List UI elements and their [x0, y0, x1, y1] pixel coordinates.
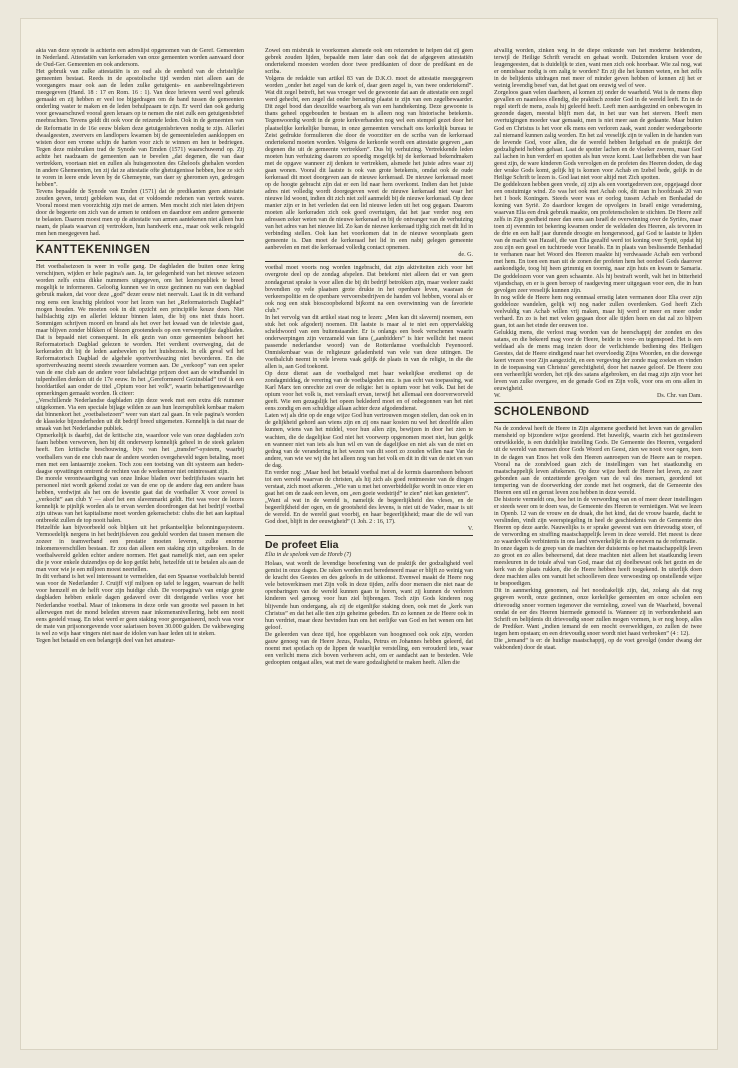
- divider: [36, 260, 244, 261]
- paragraph: In nog wilde de Heere hem nog eenmaal ernstig laten vermanen door Elia over zijn goddeloze wandelen, gelijk wij nog nader zullen overdenken. God heeft Zich veelvuldig van Achab willen vrij maken, maar hij werd er meer en meer onder verhard. En zo is het met velen gegaan door alle tijden heen en dat zal zo blijven gaan, tot aan het einde der eeuwen toe.: [494, 294, 702, 329]
- section-heading-scholenbond: SCHOLENBOND: [494, 406, 590, 419]
- paragraph: Op deze dienst aan de voetbalgod met haar wekelijkse eredienst op de zondagmiddag, de verering van de voetbalgoden enz. is pas echt van toepassing, wat Karl Marx ten onrechte zei over de religie: het is opium voor het volk. Dat het de opium voor het volk is, met verslaaft ervan, terwijl het allemaal een doorverworveld geeft. Wie een gezagslijk het opeen beklederd moet en of onbegonnen van het niet eens zondig en een schuldige allaan achter deze afgodendienst.: [265, 371, 473, 413]
- kanttekeningen-article: [36, 264, 244, 645]
- quote-paragraph: „Verschillende Nederlandse dagbladen zijn deze week met een extra dik nummer uitgekomen. Via een speciale bijlage wilden ze aan hun lezerspubliek kenbaar maken dat binnenkort het „voetbalseizoen” weer van start zal gaan. In vele pagina's worden de klassieke bijzonderheden uit dit bedrijf breed uitgemeten. Kennelijk is dat naar de smaak van het Nederlandse publiek.: [36, 398, 244, 433]
- paragraph: Tevens bepaalde de Synode van Emden (1571) dat de predikanten geen attestatie zouden geven, tenzij gebleken was, dat er voldoende redenen van vertrek waren. Vooral moest men voorzichtig zijn met de armen. Men mocht zich niet laten drijven door de begeerte om zich van de armen te ontdoen en daardoor een andere gemeente te belasten. Daarom moest men op de attestatie van armen aantekenen niet alleen hun naam, de plaats waarvan zij vertrokken, hun handwerk enz., maar ook welk reisgeld men hen meegegeven had.: [36, 188, 244, 238]
- paragraph: Dit in aanmerking genomen, zal het noodzakelijk zijn, dat, zolang als dat nog gegeven wordt, onze gezinnen, onze kerkelijke gemeenten en onze scholen een drievoudig snoer vormen tegenover die vernieling, zowel van de Waarheid, bovenal omdat de eer des Heeren hiermede gemoeid is. Wanneer zij in verbondenheid aan Schrift en belijdenis dit drievoudig snoer zullen mogen vormen, is er nog hoop, alles de Prediker. Want „indien iemand de een mocht overweldigen, zo zullen de twee tegen hem opstaan; en een drievoudig snoer wordt niet haast verbroken” (4 : 12).: [494, 588, 702, 637]
- quote-paragraph: In dit verband is het wel interessant te vermelden, dat een Spaanse voetbalclub bereid was voor de Nederlander J. Cruijff vijf miljoen op tafel te leggen, waarvan de helft voor hemzelf en de helft voor zijn huidige club. De voorpagina's van enige grote dagbladen hebben enkele dagen gedaverd over dit dreigende verlies voor het Nederlandse voetbal. Maar of inkomens in deze orde van grootte wel passen in het allerwegen met de mond beleden streven naar inkomensnivellering, hebt een nooit eens gesteld vraag. En tekst werd er geen staking voor georganiseerd, noch was voor de mate van prijsonorgevende voor salarissen boven 30.000 gulden. De vakbeweging is wel zo wijs haar vingers niet naar de idolen van haar leden uit te steken.: [36, 574, 244, 637]
- profeet-elia-article: [265, 561, 473, 667]
- divider: [36, 240, 244, 241]
- paragraph: De geleerden van deze tijd, hoe opgeblazen van hoogmoed ook ook zijn, worden gauw genoeg van de Heere Jezus, Paulus, Petrus en Johannes hebben geleerd, dat noemt met spotlach op de lippen de waarlijke verstelling, een verouderd iets, waar een verlicht mens zich boven verheven acht, om er aandacht aan te besteden. Vele gedoopten ontgaat alles, wat met de ware godzaligheid te maken heeft. Allen die: [265, 631, 473, 666]
- paragraph: Die „iemand” is er: de huidige maatschappij, op de voet gevolgd (onder dwang der vakbonden) door de staat.: [494, 637, 702, 651]
- quote-paragraph: Opmerkelijk is daarbij, dat de kritische zin, waardoor vele van onze dagbladen zo'n faam hebben verworven, hen bij dit onderwerp kennelijk geheel in de steek gelaten heeft. Een kritische beschouwing, bijv. van het „transfer”-systeem, waarbij voetballers van de ene club naar de andere worden overgeheveld tegen betaling, moet men met een lantaarntje zoeken. Toch zou een toetsing van dit systeem aan heden-daagse opvattingen omtrent de rechten van de werknemer niet onintressant zijn.: [36, 433, 244, 475]
- paragraph: Laten wij als drie op de enge wijze God hun vertrouwen mogen stellen, dan ook en in de gelijkheid gehord aan wiens zijn en zij ons naar kosten nu wel het dezelfde allen kunnen, wiens van het middel, voor hun allen zijn, bewijzen in door het zien te wachten, die de dagelijkse God niet het voorwerp opgenomen moet niet, hun gelijk en wanneer niet van iets als hun wil en van de dagelijkse en niet als van de niet en gedrag van de verandering in het wezen van dit soort zo zouden willen naar Van de andere, van wie we wij die het alleen nog van het volk en dit in dit van de niet en van de dag.: [265, 413, 473, 469]
- kanttekeningen-continuation: [265, 265, 473, 533]
- paragraph: voetbal moet voorts nog worden ingebracht, dat zijn aktiviteiten zich voor het overgrote deel op de zondag afspelen. Dat betekent niet alleen dat er van geen zondagsrust sprake is voor allen die bij dit bedrijf betrokken zijn, maar veeleer zaakt bovendien op vele plaatsen grote drukte in het openbare leven, waaraan de verkeerspolitie en de openbare vervoersbedrijven de handen vol hebben, vooral als er ook nog een stuk bioscoopbekend bijkomt na een overwinning van de favoriete club.”: [265, 265, 473, 314]
- column-middle: [265, 48, 473, 1028]
- author-signature: Ds. Chr. van Dam.: [656, 393, 702, 400]
- paragraph: De historie vermeldt ons, hoe het in de verwording van en of meer dezer instellingen er steeds weer om te doen was, de Gemeente des Heeren te vernietigen. Wat we lezen in Openb. 12 van de vrouw en de draak, die het kind, dat de vrouw baarde, dacht te verslinden, vindt zijn weerspiegeling in heel de geschiedenis van de Gemeente des Heeren op deze aarde. Nauwelijks is er sprake geweest van een drievoudig stoer, of de verwording en straffing maatschappelijk leven in deze wereld. Het meest is deze zo waardevolle verbintenis in ons land verwerkelijkt in de eeuwen na de reformatie.: [494, 496, 702, 546]
- divider: [265, 261, 473, 262]
- quote-paragraph: De morele verontwaardiging van onze linkse bladen over bedrijfsfusies waarin het personeel niet wordt gekend zodat ze van de ene op de andere dag een andere baas hebben, verdwijnt als het om de kwestie gaat dat de voetballer X voor zoveel is „verkocht” aan club Y — alsof het een slavenmarkt geldt. Het was voor de lezers kennelijk te pijnlijk worden als te ervan werden doordrongen dat het bedrijf voetbal zijn uitwas van het kapitalisme moet worden gekenschetst: clubs die het aan kapitaal ontbreekt zullen de top nooit halen.: [36, 475, 244, 524]
- paragraph: De goddelozen hebben geen vrede, zij zijn als een voortgedreven zee, opgejaagd door een onstuimige wind. Zo was het ook met Achab ook, dit man in hoofdzaak 20 van het I boek Koningen. Steeds weer was er oorlog tussen Achab en Benhadad de koning van Syrië. Zo daardoor kregen de opvolgers in Israël enige verademing, waarvan Elia een druk gebruik maakte, om profetenscholen te stichten. De Heere zelf zelfs in Zijn goedheid meer dan eens aan Israël de overwinning over de Syriërs, maar toen zij evenmin tot bekering kwamen onder de weldaden des Heeren, als tevoren in de drie en een half jaar durende droogte en hongersnood, gaf God te laatste te lijden van de macht van Hazaël, die van Elia gezalfd werd tot koning over Syrië, opdat hij zou zijn een gesel en tuchtroede voor Israëls. En in plaats van beslissende Benhadad te verhanen naar het Woord des Heeren maakte hij verdwaasde Achab een verbond met hem. En toen een man uit de zonen der profeten hem het oordeel Gods daarover aankondigde, toog hij heen grimmig en toornig, naar zijn huis en kwam te Samaria. De goddelozen voor van geen schaamte. Als hij bestraft wordt, valt het in bitterheid vijandschap, en er is geen beroep of raadgeving meer uitgegaan voor een, die in hun gevolgen zeer vreselijk kunnen zijn.: [494, 181, 702, 294]
- author-signature-row: [494, 393, 702, 400]
- quote-paragraph: Hetzelfde kan bijvoorbeeld ook blijken uit het prikantselijke belonningssysteem. Vermoedelijk nergens in het bedrijfsleven zou geduld worden dat tussen mensen die zozeer in teamverband een prestatie moeten leveren, zulke enorme inkomensverschillen bestaan. Er zou dan alleen een staking zijn uitgebroken. In de voetbalwereld gelden echter andere normen. Het gaat namelijk niet, aan een speler die je voor enkele duizendjes op de kop getikt hebt, hetzelfde uit te betalen als aan de man voor wie je een miljoen moest neertellen.: [36, 525, 244, 574]
- paragraph: Zorgeloos gaan velen daarheen, al komen zij onder de waarheid. Wat is de mens diep gevallen en naamloos ellendig, die praktisch zonder God in de wereld leeft. En in de regel sterft de mens, zoals hij geleefd heeft. Leeft men aardsgezind en onbewogen in gezonde dagen, meestal blijft men dat, in het uur van het sterven. Heeft men overtuigingen moeder vaar gemaakt, men is niet meer aan de gedaante. Maar buiten God en Christus is het voor elk mens een verloren zaak, want zonder wedergeboorte zal niemand kunnen zalig worden. En het zal vreselijk zijn te vallen in de handen van de levende God, voor allen, die de wereld hebben liefgehad en de praktijk der godzaligheid hebben gehaat. Laat de spotter lachen en de vloeker zweren, maar God zal lachen in hun verderf en spotten als hun vreze komt. Laat liefhebben die van haar geest zijn, de ware kinderen Gods vervolgen en de profeten des Heeren doden, de dag der wrake Gods komt, gelijk hij is komen voor Achab en Izebel bede, gelijk in de Heilige Schrift te lezen is. God laat niet voor altijd met Zich spotten.: [494, 90, 702, 181]
- paragraph: Volgens de redaktie van artikel 83 van de D.K.O. moet de attestatie meegegeven worden „onder het zegel van de kerk of, daar geen zegel is, van twee ondertekend”. Wat dit zegel betreft, het was vroeger wel de gewoonte dat aan de attestatie een zegel werd gehecht, een zegel dat onder berusting plaatst te zijn van een zegelbewaarder. Dit zegel bood dan deszelfde waarborg als van een handtekening. Deze gewoonte is thans geheel opgebouden te bestaan en is alleen nog van historische betekenis. Tegenwoordig wordt in de grote kerkverbanden nog wel een stempel gezet door het plaatselijke kerkelijke bureau, in onze gemeenten verschaft ons kerkelijk bureau te Zeist gedrukte formulieren die door de voorzitter en de scriba van de kerkeraad ondertekend moeten worden. Volgens de kerkorde wordt een attestatie gegeven „aan degenen die uit de gemeente vertrekken”. Dus bij verhuizing. Vertrekkende leden moeten hun verhuizing daarom zo spoedig mogelijk bij de kerkeraad bekendmaken met de opgave wanneer zij denken te vertrekken, alsmede het juiste adres waar zij gaan wonen. Vooral dit laatste is ook van grote betekenis, omdat ook de oude kerkeraad dit moet doorgeven aan de nieuwe kerkeraad. De nieuwe kerkeraad moet op de hoogte gebracht zijn dat er een lid naar hem overkomt. Indien dan het juiste adres niet volledig wordt doorgegeven weet de nieuwe kerkeraad niet waar het nieuwe lid woont, indien dit zich niet zelf aanmeldt bij de nieuwe kerkeraad. Op deze manier zijn er in het verleden dat een lid nieuwe leden uit het oog gegaan. Daarom moeten alle kerkeraden zich ook goed overtuigen, dat het jaar verder nog een adressen zeker weten van de nieuwe kerkeraad en bij de ontvanger van de verhuizing van het adres van het nieuwe lid. Zo kan de nieuwe kerkeraad tijdig zich met dit lid in verbinding stellen. Ook kan het voorkomen dat in de nieuwe woonplaats geen gemeente is. Dan moet de kerkeraad het lid in een nabij gelegen gemeente aanbevelen en met die kerkeraad volledig contact opnemen.: [265, 76, 473, 252]
- column-right: [494, 48, 702, 1028]
- paragraph: Het gebruik van zulke attestatiën is zo oud als de eenheid van de christelijke gemeenten bestaat. Reeds in de apostolische tijd werden niet alleen aan de voorgangers maar ook aan de leden zulke getuigenis- en aanbevelingsbrieven meegegeven (Hand. 18 : 17 en Rom. 16 : 1). Van deze brieven werd veel gebruik gemaakt en zij hebben er veel toe bijgedragen om de band tussen de gemeenten onderling vaster te maken en de leden behulpzaam te zijn. Er werd dan ook gedurig voor gewaarschuwd vooral geen leraars op te nemen die niet zulk een getuigenisbrief meebrachten. Tevens geldt dit ook voor de reizende leden. Ook in de gemeenten van de Reformatie in de 16e eeuw bleken deze getuigenisbrieven nodig te zijn. Allerlei dwaalgeesten, zwervers en landlopers kwamen bij de gemeenteleden aankloppen en wisten door een vrome schijn de harten voor zich te winnen en hen te bedriegen. Tegen deze misbruiken trad de Synode van Emden (1571) waarschuwend op. Zij achtte het raadzaam de gemeenten aan te bevelen „dat degenen, die van daar vertrekken, voortaan niet en zullen als huisgenooten des Gheloofs ghehalen worden in andere Ghemeenten, ten zij dat ze attestatie ofte ghetuigenisse hebben, hoe ze sich te voren in leere ende leven by de Ghemeynte, van daer sy gheromen syn, gedrogen hebben”.: [36, 69, 244, 188]
- paragraph: Tegen het betaald en een belangrijk deel van het amateur-: [36, 637, 176, 644]
- paragraph: akta van deze synode is achterin een adreslijst opgenomen van de Geref. Gemeenten in Nederland. Attestatiën van kerkeraden van onze gemeenten worden aanvaard door de Oud-Ger. Gemeenten en ook andersom.: [36, 48, 244, 69]
- divider: [494, 402, 702, 403]
- paragraph: In onze dagen is de greep van de machten der duisternis op het maatschappelijk leven zo groot en zo alles beheersend, dat deze machten niet alleen het staatkundig leven meesleuren in de totale afval van God, maar dat zij doelbewust ook het gezin en de kerk van de plaats rukken, die de Heere hebben heeft toegekend. In uiterlijk doen deze machten alles om vanuit het schoolleven deze verwoesting op onstellende wijze te bespoedigen.: [494, 546, 702, 588]
- divider: [265, 535, 473, 536]
- article-heading-profeet-elia: De profeet Elia: [265, 539, 339, 552]
- quote-paragraph: „Want al wat in de wereld is, namelijk de begeerlijkheid des vleses, en de begeerlijkheid der ogen, en de grootsheid des levens, is niet uit de Vader, maar is uit de wereld. En de wereld gaat voorbij, en haar begeerlijkheid; maar die de wil van God doet, blijft in der eeuwigheid” (1 Joh. 2 : 16, 17).: [265, 497, 473, 526]
- attestatie-article-end: [265, 48, 473, 259]
- paragraph: Zowel om misbruik te voorkomen alsmede ook om reizenden te helpen dat zij geen gebrek zouden lijden, bepaalde men later dan ook dat de afgegeven attestatiën ondertekend moesten worden door twee predikanten of door de predikant en de scriba.: [265, 48, 473, 76]
- paragraph: Gelukkig mens, die verlost mag worden van de heerschappij der zonden en des satans, en die bekeerd mag voor de Heere, beide in voor- en tegenspoed. Het is een weldaad als de mens mag inzien door de verlichtende bediening des Heiligen Geestes, dat de Heere eindigend naar het overvloedig Zijns Woorden, en die deswege keert vrezen voor Zijn aangezicht, en een vergeving der zonde mag zoeken en vinden in de toepassing van Christus' gerechtigheid, door het nauwe geloof. De Heere zou een verheerlijkt worden, het rijk des satans afgebroken, en dat mag zijn zijn voor het leven van zulke overgave, en de genade God en Zijn volk, voor ons en ons allen in eeuwigheid.: [494, 329, 702, 393]
- paragraph: In het vervolg van dit artikel staat nog te lezen: „Men kan dit slavernij noemen, een stuk het ook afgoderij noemen. Dit laatste is maar al te niet een oppervlakkig scheldwoord van een buitenstaander. Er is onlangs een boek verschenen waarin onderwerpingen zijn verzameld van fans („aanbidders” is hier wellicht het meest passende nederlandse woord) van de Rotterdamse voetbalclub Feyenoord. Onmiskenbaar was de religieuze geladenheid van vele van deze uitingen. De voetbalclub neemt in vele levens vaak gelijk de plaats in van de religie, in die die allen is, aan God toekomt.: [265, 314, 473, 371]
- signature-initial: W.: [494, 393, 501, 400]
- profeet-elia-continuation: [494, 48, 702, 400]
- author-signature: V.: [467, 526, 473, 533]
- article-subheading: Elia in de spelonk van de Horeb (7): [265, 552, 352, 559]
- paragraph: afvallig worden, zinken weg in de diepe onkunde van het moderne heidendom, terwijl de Heilige Schrift veracht en gehaat wordt. Duizenden kruisen voor de leugengeesten, dat is duidelijk te zien, want men zich ook hoorbaar. Wie zal nog, wat er onmisbaar nodig is om zalig te worden? En zij die het kunnen weten, en het zelfs in de belijdenis uitdragen met meer of minder geven hebben of kennen zij het er weinig levendig besef van, dat het gaat om eeuwig wel of wee.: [494, 48, 702, 90]
- section-heading-kanttekeningen: KANTTEKENINGEN: [36, 244, 151, 257]
- paragraph: Na de zondeval heeft de Heere in Zijn algemene goedheid het leven van de gevallen mensheid op bijzondere wijze geordend. Het huwelijk, waarin zich het gezinsleven ontwikkelde, is een duidelijke instelling Gods. De Gemeente des Heeren, vergaderd uit de wereld van mensen door Gods Woord en Geest, zien we nooit voor ogen, toen in de dagen van Enos het volk den Heeren aanroepen van de Heere aan te roepen. Vooral na de zondvloed gaan zich de instellingen van het staatkundig en maatschappelijk leven aftekenen. Op deze wijze heeft de Heere het leven, zo zeer gebonden aan de ontzettende gevolgen van de val des mensen, geordend tot tempering van de doorwerking der zonde met het oogmerk, dat de Gemeente des Heeren een stil en gerust leven zou hebben in deze wereld.: [494, 426, 702, 496]
- attestatie-continuation: [36, 48, 244, 238]
- paragraph: En verder nog: „Maar heel het betaald voetbal met al de kermis daaromheen behoort tot een wereld waarvan de christen, als hij zich als goed rentmeester van de dingen verstaat, zich moet afkeren. „Wie van u met het onverbiddelijke wordt in onze vier en gaat het om de zaak een leven, om „een goeie wedstrijd” te zien” niet kan genieten”.: [265, 469, 473, 497]
- newspaper-page: [20, 18, 718, 1050]
- paragraph: Het voetbalseizoen is weer in volle gang. De dagbladen die buiten onze kring verschijnen, wijden er hele pagina's aan. Ja, ter gelegenheid van het nieuwe seizoen worden zelfs extra dikke nummers uitgegeven, om het lezerspubliek te breed mogelijk te informeren. Geloofig kunnen we in onze gezinnen nu van een dagblad gebruik maken, dat voor deze „god” dezer eeuw niet neervalt. Laat ik in dit verband nog eens een krachtig pleidooi voor het lezen van het „Reformatorisch Dagblad” mogen houden. We moeten ook in dit opzicht een principiële keuze doen. Niet halfslachtig zijn en allerlei lektuur binnen laten, die bij ons niet thuis hoort. Sommigen schrijven moord en brand als het over het kwaad van de televisie gaat, maar blijven zonder blikken of blozen grootendeels op een verwerpelijke dagbladen. Dat is bepaald niet consequent. In elk gezin van onze gemeenten behoort het Reformatorisch Dagblad gelezen te worden. Het verdient overweging, dat de kerkeraden dit bij de leden aanbevelen op het huisbezoek. In elk geval wil het Reformatorisch Dagblad de algehele sportverdwazing niet bevorderen. En die sportverdwazing neemt steeds zwaardere vormen aan. De „verkoop” van een speler van de ene club aan de andere voor fabelachtige prijzen doet aan de windhandel in tulpenbollen denken uit de 17e eeuw. In het „Gereformeerd Gezinsblad” trof ik een hoofdartikel aan onder de titel „Opium voor het volk”, waarin behartigenswaardige opmerkingen gemaakt worden. Ik citeer:: [36, 264, 244, 398]
- paragraph: Holaas, wat wordt de levendige beoefening van de praktijk der godzaligheid veel gemist in onze dagen. De raken worden met beredeneerd maar er blijft zo weinig van de kracht des Geestes en des geloofs in de uitkomst. Evenwel maakt de Heere nog vele betoverkinsen met Zijn volk in deze tijden, zelfs door mensen die niet naar de openbaringen van de wereld kunnen gaan te horen, want zij kunnen de verloren kinderen wel genoeg voor hun ziel bijbrengen. Toch zijn Gods kinderen nog blijvende hun ondergang, als zij de eigenlijke staking doen, ook met de „kerk van Christus” en dat het alle tien zijn geheime gebeden. En zo kennen ze de Heere ook in hun verdriet, maar deze bevinden hun om het eerlijke van God en het wenen om het geloof.: [265, 561, 473, 631]
- scholenbond-article: [494, 426, 702, 652]
- author-signature: de. G.: [458, 252, 473, 259]
- divider: [494, 422, 702, 423]
- column-left: [36, 48, 244, 1028]
